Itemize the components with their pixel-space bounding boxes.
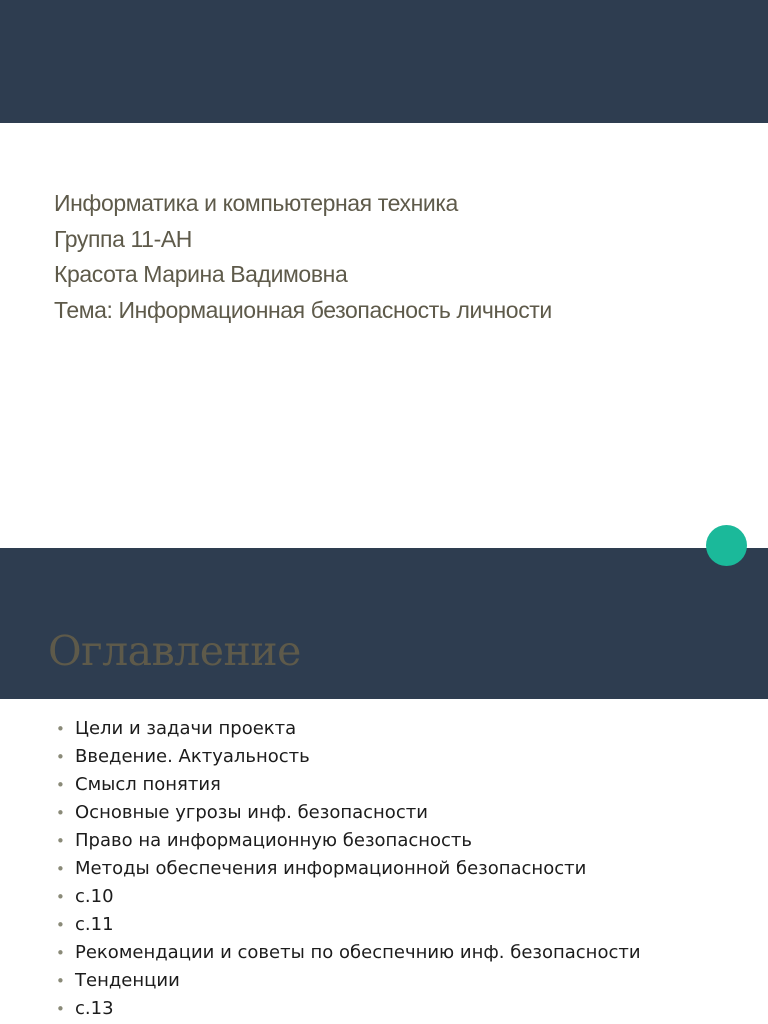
bullet-icon: • bbox=[56, 888, 65, 906]
topic-line: Тема: Информационная безопасность личности bbox=[54, 296, 552, 323]
bullet-icon: • bbox=[56, 804, 65, 822]
bullet-icon: • bbox=[56, 776, 65, 794]
toc-item: • с.10 bbox=[56, 883, 641, 911]
toc-item: • Основные угрозы инф. безопасности bbox=[56, 799, 641, 827]
bullet-icon: • bbox=[56, 720, 65, 738]
toc-item: • Методы обеспечения информационной безопасности bbox=[56, 855, 641, 883]
bullet-icon: • bbox=[56, 748, 65, 766]
toc-item: • Право на информационную безопасность bbox=[56, 827, 641, 855]
group-line: Группа 11-АН bbox=[54, 225, 192, 252]
subject-line: Информатика и компьютерная техника bbox=[54, 190, 458, 216]
title-block bbox=[54, 186, 754, 328]
top-banner bbox=[0, 0, 768, 123]
toc-item: • с.13 bbox=[56, 995, 641, 1023]
bullet-icon: • bbox=[56, 972, 65, 990]
toc-item: • Цели и задачи проекта bbox=[56, 715, 641, 743]
table-of-contents bbox=[56, 715, 641, 1023]
accent-circle bbox=[706, 525, 747, 566]
toc-item: • Введение. Актуальность bbox=[56, 743, 641, 771]
author-line: Красота Марина Вадимовна bbox=[54, 261, 348, 287]
bullet-icon: • bbox=[56, 1000, 65, 1018]
section-heading: Оглавление bbox=[48, 627, 301, 675]
bullet-icon: • bbox=[56, 832, 65, 850]
bullet-icon: • bbox=[56, 916, 65, 934]
bullet-icon: • bbox=[56, 944, 65, 962]
toc-item: • с.11 bbox=[56, 911, 641, 939]
toc-item: • Смысл понятия bbox=[56, 771, 641, 799]
bullet-icon: • bbox=[56, 860, 65, 878]
toc-item: • Рекомендации и советы по обеспечнию инф. безопасности bbox=[56, 939, 641, 967]
toc-item: • Тенденции bbox=[56, 967, 641, 995]
